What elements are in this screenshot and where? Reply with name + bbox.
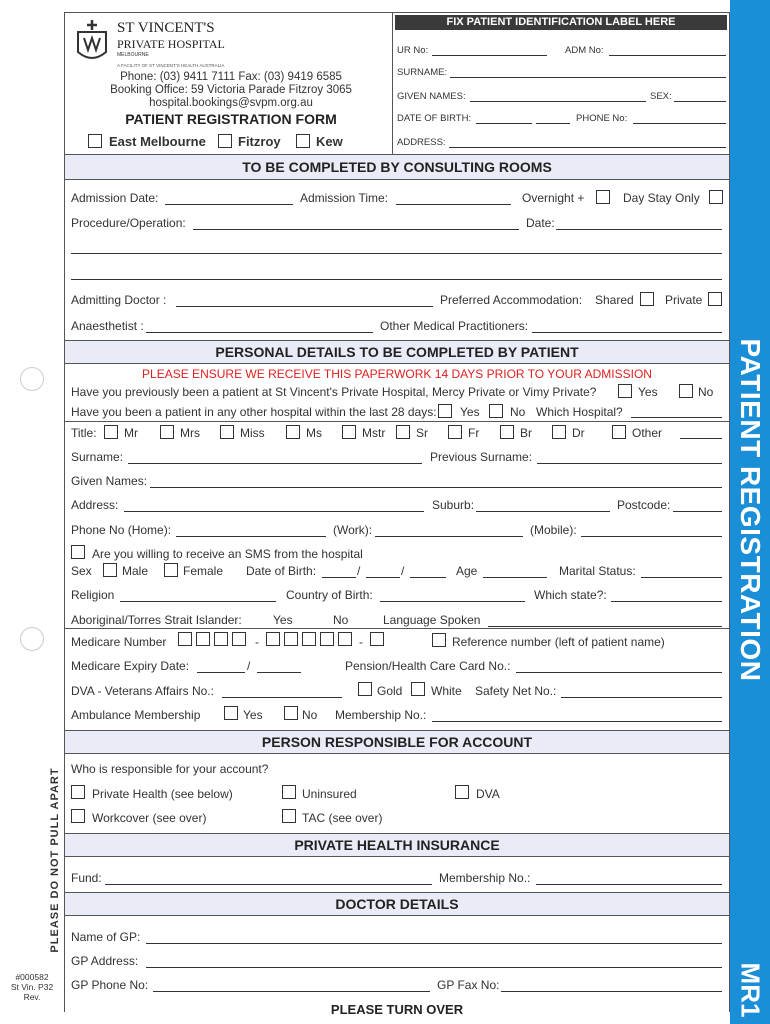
medicare-digit-box[interactable]: [196, 632, 210, 646]
fund-field[interactable]: [105, 884, 432, 885]
surname-label: Surname:: [71, 450, 124, 464]
campus-label: Fitzroy: [238, 134, 281, 149]
id-phone-field[interactable]: [633, 123, 726, 124]
title-dr-checkbox[interactable]: [552, 425, 566, 439]
admission-date-label: Admission Date:: [71, 191, 159, 205]
dob-separator: /: [357, 564, 361, 578]
religion-field[interactable]: [120, 601, 276, 602]
surname-field[interactable]: [128, 463, 422, 464]
pull-apart-warning: PLEASE DO NOT PULL APART: [49, 767, 61, 953]
insurance-membership-label: Membership No.:: [439, 871, 531, 885]
uninsured-label: Uninsured: [302, 787, 357, 801]
day-stay-checkbox[interactable]: [709, 190, 723, 204]
white-label: White: [431, 684, 462, 698]
campus-fitzroy-checkbox[interactable]: [218, 134, 232, 148]
consulting-section-header: TO BE COMPLETED BY CONSULTING ROOMS: [65, 154, 729, 180]
marital-status-field[interactable]: [641, 577, 722, 578]
no-label: No: [510, 405, 526, 419]
language-label: Language Spoken: [383, 613, 481, 627]
title-mstr-checkbox[interactable]: [342, 425, 356, 439]
day-stay-label: Day Stay Only: [623, 191, 700, 205]
medicare-expiry-year-field[interactable]: [257, 672, 301, 673]
ambulance-membership-field[interactable]: [432, 721, 722, 722]
prev-patient-no-checkbox[interactable]: [679, 384, 693, 398]
title-option: Mstr: [362, 426, 386, 440]
procedure-date-field[interactable]: [556, 229, 722, 230]
suburb-label: Suburb:: [432, 498, 475, 512]
account-section-header: PERSON RESPONSIBLE FOR ACCOUNT: [65, 730, 729, 754]
country-of-birth-label: Country of Birth:: [286, 588, 373, 602]
dva-number-label: DVA - Veterans Affairs No.:: [71, 684, 214, 698]
title-option: Sr: [416, 426, 428, 440]
overnight-label: Overnight +: [522, 191, 585, 205]
title-label: Title:: [71, 426, 97, 440]
id-label-divider: [392, 12, 393, 154]
medicare-separator: -: [255, 635, 259, 649]
title-other-field[interactable]: [680, 438, 722, 439]
gp-address-label: GP Address:: [71, 954, 139, 968]
preferred-accommodation-label: Preferred Accommodation:: [440, 293, 583, 307]
title-mr-checkbox[interactable]: [104, 425, 118, 439]
medicare-digit-box[interactable]: [178, 632, 192, 646]
form-code: MR1: [735, 962, 766, 1018]
gp-phone-field[interactable]: [153, 991, 430, 992]
workcover-checkbox[interactable]: [71, 809, 85, 823]
id-address-label: ADDRESS:: [397, 137, 446, 148]
shared-room-checkbox[interactable]: [640, 292, 654, 306]
which-state-label: Which state?:: [534, 588, 607, 602]
uninsured-checkbox[interactable]: [282, 785, 296, 799]
procedure-extra-line[interactable]: [71, 253, 722, 254]
id-dob-field[interactable]: [536, 123, 570, 124]
procedure-field[interactable]: [193, 229, 519, 230]
tac-checkbox[interactable]: [282, 809, 296, 823]
workcover-label: Workcover (see over): [92, 811, 207, 825]
sms-consent-label: Are you willing to receive an SMS from the hospital: [92, 547, 363, 561]
medicare-digit-box[interactable]: [338, 632, 352, 646]
admission-date-field[interactable]: [165, 204, 293, 205]
id-surname-field[interactable]: [450, 77, 726, 78]
pension-card-label: Pension/Health Care Card No.:: [345, 659, 511, 673]
phone-work-field[interactable]: [375, 536, 523, 537]
which-hospital-label: Which Hospital?: [536, 405, 623, 419]
safety-net-field[interactable]: [561, 697, 722, 698]
campus-east-melbourne-checkbox[interactable]: [88, 134, 102, 148]
gp-phone-label: GP Phone No:: [71, 978, 149, 992]
personal-section-header: PERSONAL DETAILS TO BE COMPLETED BY PATIENT: [65, 340, 729, 364]
punch-hole-icon: [20, 367, 44, 391]
phone-mobile-field[interactable]: [581, 536, 722, 537]
insurance-section-header: PRIVATE HEALTH INSURANCE: [65, 833, 729, 857]
medicare-digit-box[interactable]: [320, 632, 334, 646]
private-label: Private: [665, 293, 703, 307]
id-address-field[interactable]: [449, 147, 726, 148]
language-field[interactable]: [488, 626, 722, 627]
other-practitioners-field[interactable]: [532, 332, 722, 333]
sms-consent-checkbox[interactable]: [71, 545, 85, 559]
admission-time-label: Admission Time:: [300, 191, 389, 205]
hospital-name-line3: MELBOURNE: [117, 52, 149, 58]
title-br-checkbox[interactable]: [500, 425, 514, 439]
other-hospital-question: Have you been a patient in any other hospital within the last 28 days:: [71, 405, 437, 419]
postcode-label: Postcode:: [617, 498, 671, 512]
previous-surname-field[interactable]: [537, 463, 722, 464]
ur-no-field[interactable]: [432, 55, 547, 56]
title-miss-checkbox[interactable]: [220, 425, 234, 439]
id-given-names-field[interactable]: [470, 101, 646, 102]
private-health-label: Private Health (see below): [92, 787, 233, 801]
adm-no-field[interactable]: [609, 55, 726, 56]
phone-mobile-label: (Mobile):: [530, 523, 577, 537]
procedure-extra-line[interactable]: [71, 279, 722, 280]
which-state-field[interactable]: [611, 601, 722, 602]
ur-no-label: UR No:: [397, 45, 429, 56]
ambulance-membership-label: Membership No.:: [335, 708, 427, 722]
male-label: Male: [122, 564, 149, 578]
medicare-number-label: Medicare Number: [71, 635, 167, 649]
id-surname-label: SURNAME:: [397, 67, 448, 78]
campus-kew-checkbox[interactable]: [296, 134, 310, 148]
admitting-doctor-label: Admitting Doctor :: [71, 293, 167, 307]
reference-number-checkbox[interactable]: [432, 633, 446, 647]
medicare-digit-box[interactable]: [232, 632, 246, 646]
account-dva-checkbox[interactable]: [455, 785, 469, 799]
adm-no-label: ADM No:: [565, 45, 604, 56]
gp-address-field[interactable]: [146, 967, 722, 968]
title-option: Fr: [468, 426, 480, 440]
private-health-checkbox[interactable]: [71, 785, 85, 799]
title-sr-checkbox[interactable]: [396, 425, 410, 439]
dob-year-field[interactable]: [410, 577, 446, 578]
id-phone-label: PHONE No:: [576, 113, 628, 124]
medicare-digit-box[interactable]: [214, 632, 228, 646]
suburb-field[interactable]: [476, 511, 610, 512]
title-option: Mr: [124, 426, 138, 440]
medicare-expiry-month-field[interactable]: [197, 672, 245, 673]
dob-month-field[interactable]: [366, 577, 400, 578]
fund-label: Fund:: [71, 871, 102, 885]
dva-number-field[interactable]: [222, 697, 342, 698]
title-ms-checkbox[interactable]: [286, 425, 300, 439]
given-names-label: Given Names:: [71, 474, 148, 488]
medicare-reference-box[interactable]: [370, 632, 384, 646]
hospital-name-line2: PRIVATE HOSPITAL: [117, 37, 225, 51]
anaesthetist-label: Anaesthetist :: [71, 319, 144, 333]
title-option: Other: [632, 426, 663, 440]
campus-label: Kew: [316, 134, 343, 149]
yes-label: Yes: [638, 385, 658, 399]
religion-label: Religion: [71, 588, 115, 602]
doc-rev: Rev.: [23, 992, 41, 1002]
sex-label: Sex: [71, 564, 92, 578]
other-hospital-no-checkbox[interactable]: [489, 404, 503, 418]
no-label: No: [302, 708, 318, 722]
procedure-label: Procedure/Operation:: [71, 216, 186, 230]
vertical-form-title: PATIENT REGISTRATION: [735, 338, 766, 682]
pension-card-field[interactable]: [516, 672, 722, 673]
prev-patient-question: Have you previously been a patient at St Vincent's Private Hospital, Mercy Private or Vimy Private?: [71, 385, 597, 399]
female-label: Female: [183, 564, 224, 578]
phone-work-label: (Work):: [333, 523, 373, 537]
sex-female-checkbox[interactable]: [164, 563, 178, 577]
prev-patient-yes-checkbox[interactable]: [618, 384, 632, 398]
title-mrs-checkbox[interactable]: [160, 425, 174, 439]
atsi-no-label[interactable]: No: [333, 613, 349, 627]
atsi-yes-label[interactable]: Yes: [273, 613, 293, 627]
age-label: Age: [456, 564, 478, 578]
phone-home-field[interactable]: [176, 536, 326, 537]
medicare-digit-box[interactable]: [302, 632, 316, 646]
title-option: Ms: [306, 426, 322, 440]
title-option: Br: [520, 426, 532, 440]
id-sex-label: SEX:: [650, 91, 672, 102]
ambulance-no-checkbox[interactable]: [284, 706, 298, 720]
turn-over-note: PLEASE TURN OVER: [65, 1002, 729, 1018]
gold-label: Gold: [377, 684, 403, 698]
id-dob-label: DATE OF BIRTH:: [397, 113, 472, 124]
doc-ref: St Vin. P32: [10, 982, 54, 992]
dob-separator: /: [401, 564, 405, 578]
booking-office: Booking Office: 59 Victoria Parade Fitzroy 3065: [110, 84, 352, 96]
insurance-membership-field[interactable]: [536, 884, 722, 885]
hospital-name-line1: ST VINCENT'S: [117, 20, 215, 36]
booking-email: hospital.bookings@svpm.org.au: [149, 97, 313, 109]
sex-male-checkbox[interactable]: [103, 563, 117, 577]
title-option: Dr: [572, 426, 585, 440]
dva-white-checkbox[interactable]: [411, 682, 425, 696]
admission-time-field[interactable]: [396, 204, 511, 205]
which-hospital-field[interactable]: [631, 417, 722, 418]
title-option: Miss: [240, 426, 265, 440]
submission-notice: PLEASE ENSURE WE RECEIVE THIS PAPERWORK 14 DAYS PRIOR TO YOUR ADMISSION: [142, 367, 652, 381]
phone-home-label: Phone No (Home):: [71, 523, 172, 537]
account-dva-label: DVA: [476, 787, 500, 801]
tac-label: TAC (see over): [302, 811, 383, 825]
gp-name-field[interactable]: [146, 943, 722, 944]
expiry-separator: /: [247, 659, 251, 673]
yes-label: Yes: [243, 708, 263, 722]
medicare-expiry-label: Medicare Expiry Date:: [71, 659, 190, 673]
doc-number: #000582: [15, 972, 49, 982]
ambulance-yes-checkbox[interactable]: [224, 706, 238, 720]
id-sex-field[interactable]: [674, 101, 726, 102]
postcode-field[interactable]: [673, 511, 722, 512]
form-title: PATIENT REGISTRATION FORM: [125, 111, 337, 127]
campus-label: East Melbourne: [109, 134, 206, 149]
other-hospital-yes-checkbox[interactable]: [438, 404, 452, 418]
anaesthetist-field[interactable]: [146, 332, 373, 333]
id-given-names-label: GIVEN NAMES:: [397, 91, 466, 102]
previous-surname-label: Previous Surname:: [430, 450, 533, 464]
medicare-digit-box[interactable]: [266, 632, 280, 646]
facility-note: A FACILITY OF ST VINCENT'S HEALTH AUSTRALIA: [117, 63, 225, 68]
title-fr-checkbox[interactable]: [448, 425, 462, 439]
marital-status-label: Marital Status:: [559, 564, 636, 578]
dob-day-field[interactable]: [322, 577, 356, 578]
atsi-label: Aboriginal/Torres Strait Islander:: [71, 613, 242, 627]
yes-label: Yes: [460, 405, 480, 419]
ambulance-label: Ambulance Membership: [71, 708, 201, 722]
shared-label: Shared: [595, 293, 634, 307]
admitting-doctor-field[interactable]: [176, 306, 433, 307]
overnight-checkbox[interactable]: [596, 190, 610, 204]
gp-name-label: Name of GP:: [71, 930, 141, 944]
reference-number-label: Reference number (left of patient name): [452, 635, 665, 649]
gp-fax-field[interactable]: [501, 991, 722, 992]
other-practitioners-label: Other Medical Practitioners:: [380, 319, 529, 333]
dob-label: Date of Birth:: [246, 564, 317, 578]
safety-net-label: Safety Net No.:: [475, 684, 557, 698]
hospital-phone-fax: Phone: (03) 9411 7111 Fax: (03) 9419 6585: [120, 71, 342, 83]
id-dob-field[interactable]: [476, 123, 532, 124]
doctor-section-header: DOCTOR DETAILS: [65, 892, 729, 916]
age-field[interactable]: [483, 577, 547, 578]
divider: [65, 628, 729, 629]
hospital-crest-icon: [75, 18, 109, 66]
title-other-checkbox[interactable]: [612, 425, 626, 439]
divider: [65, 421, 729, 422]
country-of-birth-field[interactable]: [380, 601, 525, 602]
address-field[interactable]: [124, 511, 424, 512]
dva-gold-checkbox[interactable]: [358, 682, 372, 696]
no-label: No: [698, 385, 714, 399]
account-question: Who is responsible for your account?: [71, 762, 269, 776]
medicare-digit-box[interactable]: [284, 632, 298, 646]
private-room-checkbox[interactable]: [708, 292, 722, 306]
gp-fax-label: GP Fax No:: [437, 978, 500, 992]
title-option: Mrs: [180, 426, 200, 440]
given-names-field[interactable]: [150, 487, 722, 488]
medicare-separator: -: [359, 635, 363, 649]
address-label: Address:: [71, 498, 119, 512]
procedure-date-label: Date:: [526, 216, 555, 230]
id-label-title: FIX PATIENT IDENTIFICATION LABEL HERE: [395, 15, 727, 30]
punch-hole-icon: [20, 627, 44, 651]
